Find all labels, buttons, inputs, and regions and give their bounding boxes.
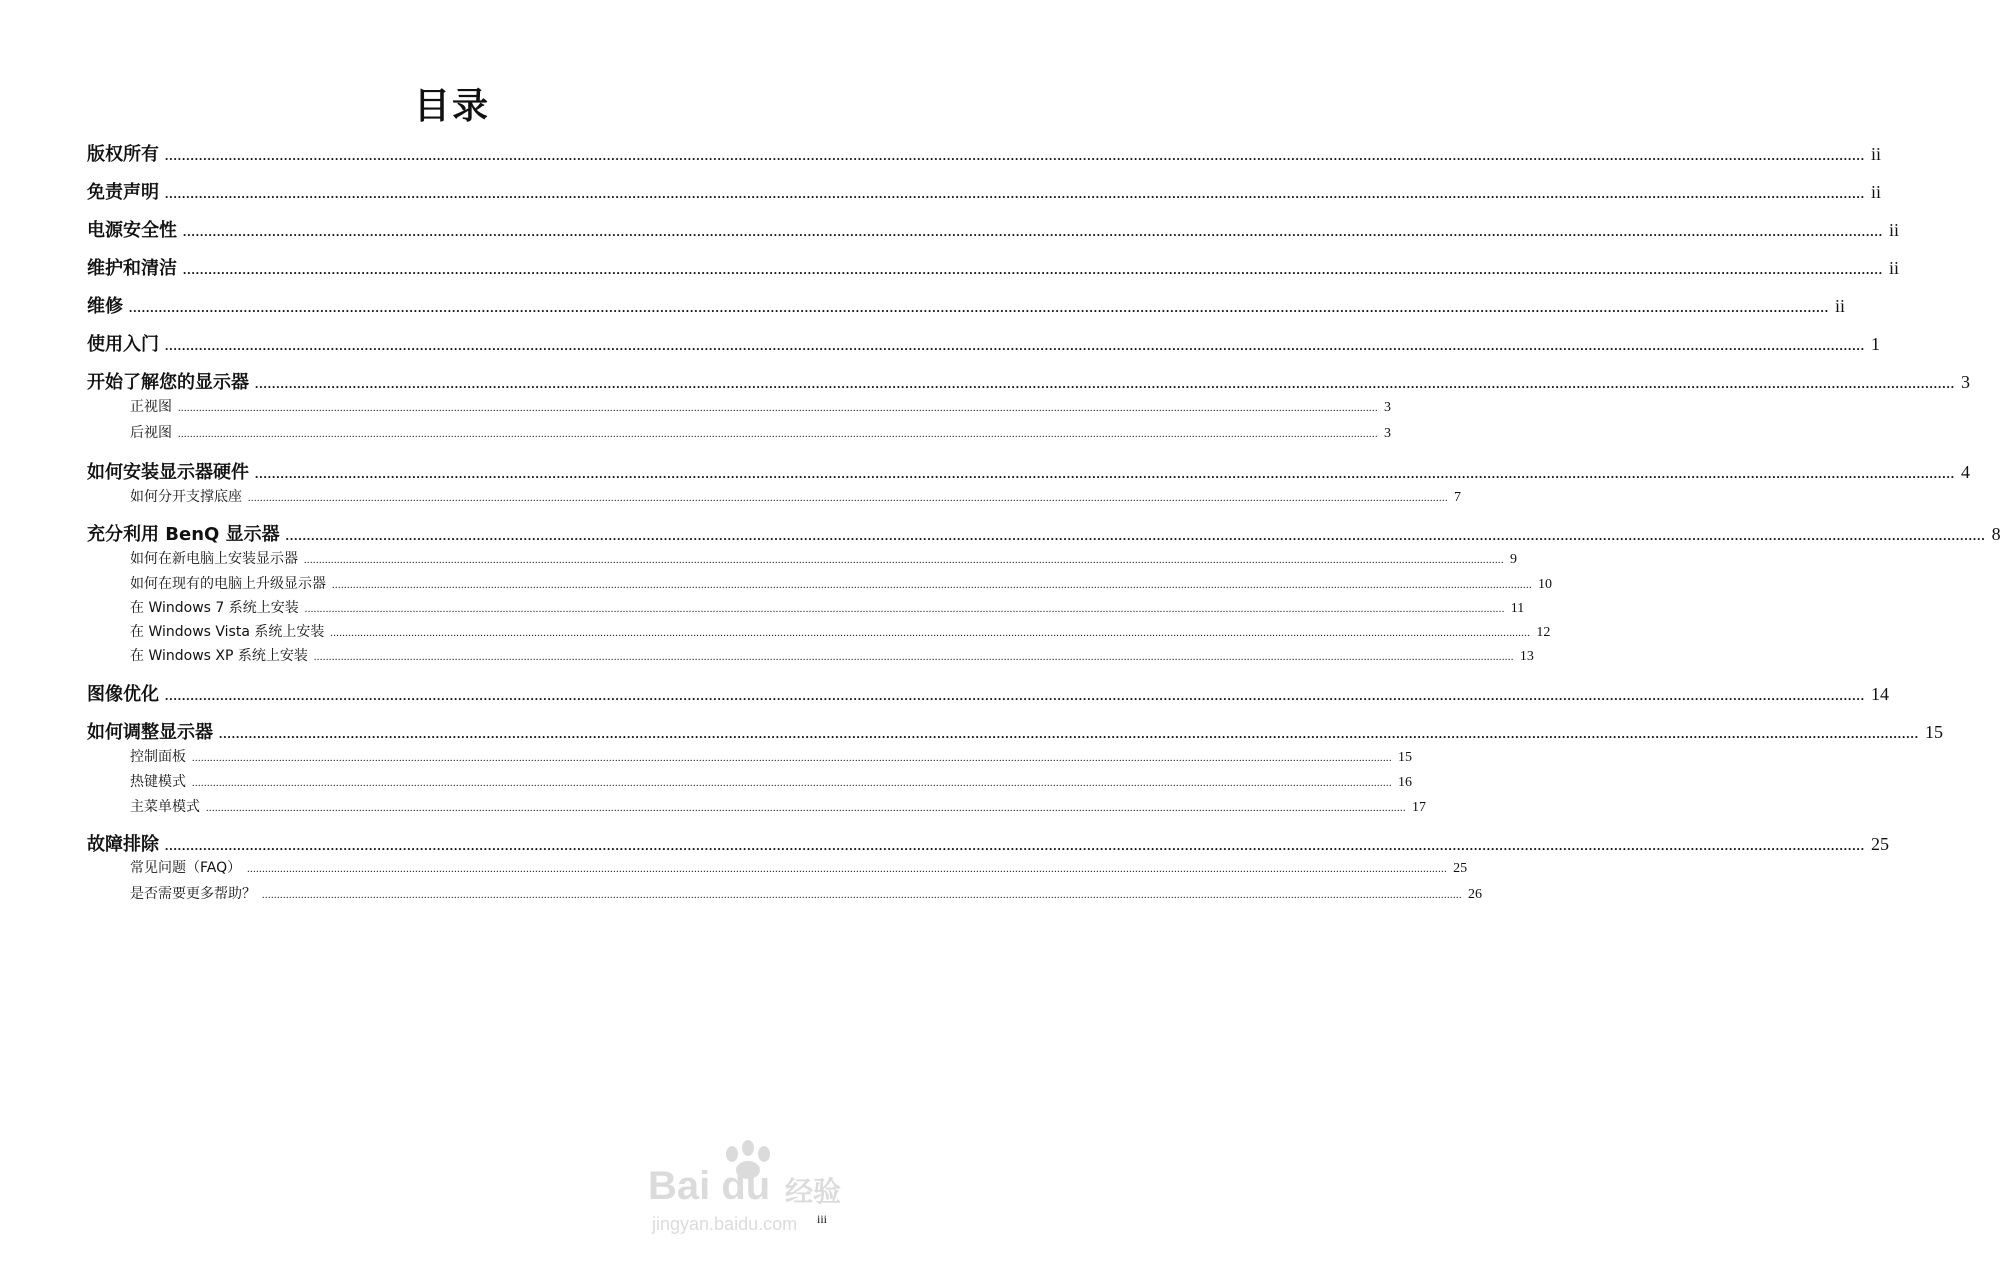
watermark <box>640 1140 860 1250</box>
toc-entry-page: 3 <box>1384 400 1391 415</box>
toc-entry-page: 15 <box>1398 750 1412 765</box>
toc-entry-page: 25 <box>1871 834 1889 854</box>
toc-entry-page: 7 <box>1454 490 1461 505</box>
toc-entry-label: 如何调整显示器 <box>87 722 213 743</box>
toc-entry-page: 12 <box>1536 625 1551 640</box>
toc-entry-label: 主菜单模式 <box>130 799 200 815</box>
toc-entry-label: 版权所有 <box>87 144 159 165</box>
toc-entry-page: ii <box>1835 296 1846 316</box>
toc-entry[interactable] <box>0 178 1882 206</box>
toc-entry[interactable] <box>0 368 1970 396</box>
dot-leader: ................................................................................................................................................................................................................................................................................................................................................................................................................ <box>178 403 1378 414</box>
toc-entry-label: 免责声明 <box>87 182 159 203</box>
toc-entry-label: 使用入门 <box>87 334 159 355</box>
toc-entry[interactable] <box>0 680 1889 708</box>
toc-entry[interactable] <box>0 458 1970 486</box>
toc-entry[interactable] <box>0 140 1882 168</box>
dot-leader: ................................................................................................................................................................................................................................................................................................................................................................................................................ <box>165 338 1865 353</box>
toc-entry[interactable] <box>0 548 1517 576</box>
dot-leader: ................................................................................................................................................................................................................................................................................................................................................................................................................ <box>165 838 1865 853</box>
toc-entry[interactable] <box>0 746 1412 774</box>
toc-entry-label: 后视图 <box>130 425 172 441</box>
toc-entry-label: 如何安装显示器硬件 <box>87 462 249 483</box>
dot-leader: ................................................................................................................................................................................................................................................................................................................................................................................................................ <box>165 186 1865 201</box>
toc-entry-page: 15 <box>1925 722 1943 742</box>
toc-entry[interactable] <box>0 216 1900 244</box>
toc-entry-page: 16 <box>1398 775 1412 790</box>
toc-entry-page: ii <box>1889 258 1900 278</box>
dot-leader: ................................................................................................................................................................................................................................................................................................................................................................................................................ <box>304 555 1504 566</box>
watermark-product: 经验 <box>785 1175 842 1208</box>
toc-entry-label: 如何分开支撑底座 <box>130 489 242 505</box>
toc-entry-page: 25 <box>1453 861 1468 876</box>
toc-entry-page: ii <box>1871 182 1882 202</box>
toc-entry[interactable] <box>0 422 1391 450</box>
toc-entry[interactable] <box>0 718 1943 746</box>
dot-leader: ................................................................................................................................................................................................................................................................................................................................................................................................................ <box>165 148 1865 163</box>
toc-entry-page: 14 <box>1871 684 1889 704</box>
dot-leader: ................................................................................................................................................................................................................................................................................................................................................................................................................ <box>178 429 1378 440</box>
dot-leader: ................................................................................................................................................................................................................................................................................................................................................................................................................ <box>285 528 1986 543</box>
toc-entry-label: 故障排除 <box>87 834 159 855</box>
toc-entry-page: ii <box>1889 220 1900 240</box>
dot-leader: ................................................................................................................................................................................................................................................................................................................................................................................................................ <box>192 778 1392 789</box>
dot-leader: ................................................................................................................................................................................................................................................................................................................................................................................................................ <box>192 753 1392 764</box>
toc-entry[interactable] <box>0 830 1889 858</box>
dot-leader: ................................................................................................................................................................................................................................................................................................................................................................................................................ <box>255 466 1955 481</box>
page-title: 目录 <box>413 86 490 127</box>
toc-entry-label: 在 Windows 7 系统上安装 <box>130 600 299 616</box>
toc-entry-label: 常见问题（FAQ） <box>130 860 242 876</box>
toc-entry[interactable] <box>0 796 1426 824</box>
watermark-brand: Bai du <box>648 1164 771 1208</box>
toc-entry-label: 维修 <box>87 296 123 317</box>
toc-entry-page: 8 <box>1991 524 2001 544</box>
toc-entry[interactable] <box>0 254 1900 282</box>
toc-entry-label: 正视图 <box>130 399 172 415</box>
toc-entry-page: 4 <box>1961 462 1970 482</box>
toc-entry[interactable] <box>0 396 1391 424</box>
toc-entry[interactable] <box>0 292 1846 320</box>
dot-leader: ................................................................................................................................................................................................................................................................................................................................................................................................................ <box>304 604 1505 615</box>
toc-entry-label: 充分利用 BenQ 显示器 <box>87 524 280 545</box>
toc-entry-page: 11 <box>1510 601 1525 616</box>
toc-entry[interactable] <box>0 771 1412 799</box>
toc-entry-label: 在 Windows Vista 系统上安装 <box>130 624 325 640</box>
dot-leader: ................................................................................................................................................................................................................................................................................................................................................................................................................ <box>183 262 1883 277</box>
toc-entry-page: 10 <box>1538 577 1552 592</box>
toc-entry-label: 开始了解您的显示器 <box>87 372 249 393</box>
dot-leader: ................................................................................................................................................................................................................................................................................................................................................................................................................ <box>248 493 1448 504</box>
toc-entry-label: 如何在新电脑上安装显示器 <box>130 551 298 567</box>
toc-entry[interactable] <box>0 857 1468 885</box>
toc-entry-page: 26 <box>1468 887 1482 902</box>
toc-entry-label: 热键模式 <box>130 774 186 790</box>
toc-entry-label: 控制面板 <box>130 749 186 765</box>
dot-leader: ................................................................................................................................................................................................................................................................................................................................................................................................................ <box>332 580 1532 591</box>
dot-leader: ................................................................................................................................................................................................................................................................................................................................................................................................................ <box>262 890 1462 901</box>
toc-entry-page: 9 <box>1510 552 1517 567</box>
dot-leader: ................................................................................................................................................................................................................................................................................................................................................................................................................ <box>206 803 1406 814</box>
dot-leader: ................................................................................................................................................................................................................................................................................................................................................................................................................ <box>129 300 1829 315</box>
toc-entry-page: 1 <box>1871 334 1880 354</box>
toc-entry-label: 在 Windows XP 系统上安装 <box>130 648 308 664</box>
toc-entry[interactable] <box>0 883 1482 911</box>
toc-entry[interactable] <box>0 486 1461 514</box>
dot-leader: ................................................................................................................................................................................................................................................................................................................................................................................................................ <box>247 864 1448 875</box>
toc-entry-label: 图像优化 <box>87 684 159 705</box>
watermark-url: jingyan.baidu.com <box>652 1214 798 1234</box>
dot-leader: ................................................................................................................................................................................................................................................................................................................................................................................................................ <box>165 688 1865 703</box>
toc-entry-label: 是否需要更多帮助？ <box>130 886 256 902</box>
dot-leader: ................................................................................................................................................................................................................................................................................................................................................................................................................ <box>219 726 1919 741</box>
toc-entry-label: 如何在现有的电脑上升级显示器 <box>130 576 326 592</box>
toc-entry-label: 电源安全性 <box>87 220 177 241</box>
toc-entry-page: ii <box>1871 144 1882 164</box>
toc-entry-page: 3 <box>1961 372 1970 392</box>
toc-entry-page: 13 <box>1519 649 1534 664</box>
page-number: iii <box>817 1212 828 1226</box>
toc-entry-page: 3 <box>1384 426 1391 441</box>
toc-entry[interactable] <box>0 520 2001 548</box>
dot-leader: ................................................................................................................................................................................................................................................................................................................................................................................................................ <box>330 628 1531 639</box>
dot-leader: ................................................................................................................................................................................................................................................................................................................................................................................................................ <box>183 224 1883 239</box>
toc-entry[interactable] <box>0 645 1534 673</box>
toc-entry-label: 维护和清洁 <box>87 258 177 279</box>
toc-entry[interactable] <box>0 330 1880 358</box>
dot-leader: ................................................................................................................................................................................................................................................................................................................................................................................................................ <box>313 652 1514 663</box>
toc-entry-page: 17 <box>1412 800 1426 815</box>
dot-leader: ................................................................................................................................................................................................................................................................................................................................................................................................................ <box>255 376 1955 391</box>
